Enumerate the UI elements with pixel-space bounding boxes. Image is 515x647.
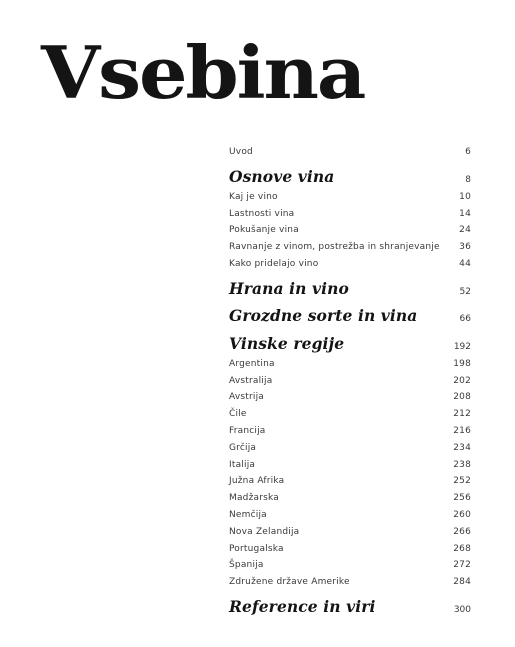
toc-entry-label: Avstralija: [229, 376, 273, 386]
toc-entry-label: Kaj je vino: [229, 192, 278, 202]
toc-section-label: Osnove vina: [229, 167, 335, 186]
toc-entry-page: 252: [453, 476, 471, 486]
toc-entry[interactable]: [229, 258, 471, 270]
toc-entry-label: Francija: [229, 426, 266, 436]
toc-entry-page: 6: [465, 147, 471, 157]
toc-section[interactable]: [229, 279, 471, 299]
toc-section-label: Vinske regije: [229, 334, 345, 353]
toc-entry[interactable]: [229, 543, 471, 555]
toc-entry-page: 36: [459, 242, 471, 252]
toc-entry[interactable]: [229, 208, 471, 220]
toc-entry-label: Španija: [229, 560, 264, 570]
toc-entry-page: 10: [459, 192, 471, 202]
toc-entry-page: 14: [459, 209, 471, 219]
toc-entry-page: 260: [453, 510, 471, 520]
toc-section-page: 66: [459, 314, 471, 324]
toc-entry[interactable]: [229, 146, 471, 158]
toc-section[interactable]: [229, 597, 471, 617]
toc-section-page: 192: [453, 342, 471, 352]
toc-entry-label: Združene države Amerike: [229, 577, 350, 587]
toc-entry-label: Portugalska: [229, 544, 284, 554]
toc-section-page: 300: [453, 605, 471, 615]
toc-entry-label: Argentina: [229, 359, 275, 369]
toc-section-page: 52: [459, 287, 471, 297]
toc-entry-page: 272: [453, 560, 471, 570]
toc-entry-label: Kako pridelajo vino: [229, 259, 319, 269]
toc-entry-label: Ravnanje z vinom, postrežba in shranjevanje: [229, 242, 440, 252]
toc-section-label: Grozdne sorte in vina: [229, 306, 418, 325]
toc-entry-label: Pokušanje vina: [229, 225, 299, 235]
toc-entry-label: Čile: [229, 409, 247, 419]
toc-entry[interactable]: [229, 559, 471, 571]
toc-entry-label: Nova Zelandija: [229, 527, 300, 537]
toc-entry-page: 212: [453, 409, 471, 419]
toc-entry-label: Madžarska: [229, 493, 279, 503]
toc-section-label: Reference in viri: [229, 597, 376, 616]
page-title: Vsebina: [41, 30, 365, 115]
toc-entry-page: 208: [453, 392, 471, 402]
toc-entry[interactable]: [229, 576, 471, 588]
toc-entry-page: 44: [459, 259, 471, 269]
toc-entry[interactable]: [229, 442, 471, 454]
toc-entry-label: Nemčija: [229, 510, 267, 520]
toc-entry[interactable]: [229, 191, 471, 203]
toc-entry-page: 266: [453, 527, 471, 537]
toc-entry[interactable]: [229, 509, 471, 521]
toc-entry[interactable]: [229, 241, 471, 253]
toc-section[interactable]: [229, 334, 471, 354]
toc-entry[interactable]: [229, 224, 471, 236]
toc-entry[interactable]: [229, 425, 471, 437]
toc-section-label: Hrana in vino: [229, 279, 349, 298]
toc-entry[interactable]: [229, 475, 471, 487]
toc-entry-label: Avstrija: [229, 392, 264, 402]
toc-entry-label: Italija: [229, 460, 256, 470]
toc-entry-page: 202: [453, 376, 471, 386]
toc-entry-label: Grčija: [229, 443, 257, 453]
toc-entry[interactable]: [229, 358, 471, 370]
toc-entry-page: 198: [453, 359, 471, 369]
toc-entry[interactable]: [229, 391, 471, 403]
toc-entry-page: 24: [459, 225, 471, 235]
toc-entry-label: Lastnosti vina: [229, 209, 295, 219]
toc-entry[interactable]: [229, 375, 471, 387]
toc-entry-page: 234: [453, 443, 471, 453]
toc-entry-page: 216: [453, 426, 471, 436]
toc-entry-label: Južna Afrika: [229, 476, 285, 486]
toc-section[interactable]: [229, 306, 471, 326]
toc-entry-label: Uvod: [229, 147, 253, 157]
toc-section-page: 8: [465, 175, 471, 185]
toc-entry[interactable]: [229, 526, 471, 538]
toc-entry[interactable]: [229, 492, 471, 504]
toc-entry-page: 238: [453, 460, 471, 470]
toc-entry[interactable]: [229, 408, 471, 420]
toc-entry-page: 284: [453, 577, 471, 587]
toc-entry-page: 256: [453, 493, 471, 503]
toc-entry-page: 268: [453, 544, 471, 554]
toc-section[interactable]: [229, 167, 471, 187]
toc-entry[interactable]: [229, 459, 471, 471]
